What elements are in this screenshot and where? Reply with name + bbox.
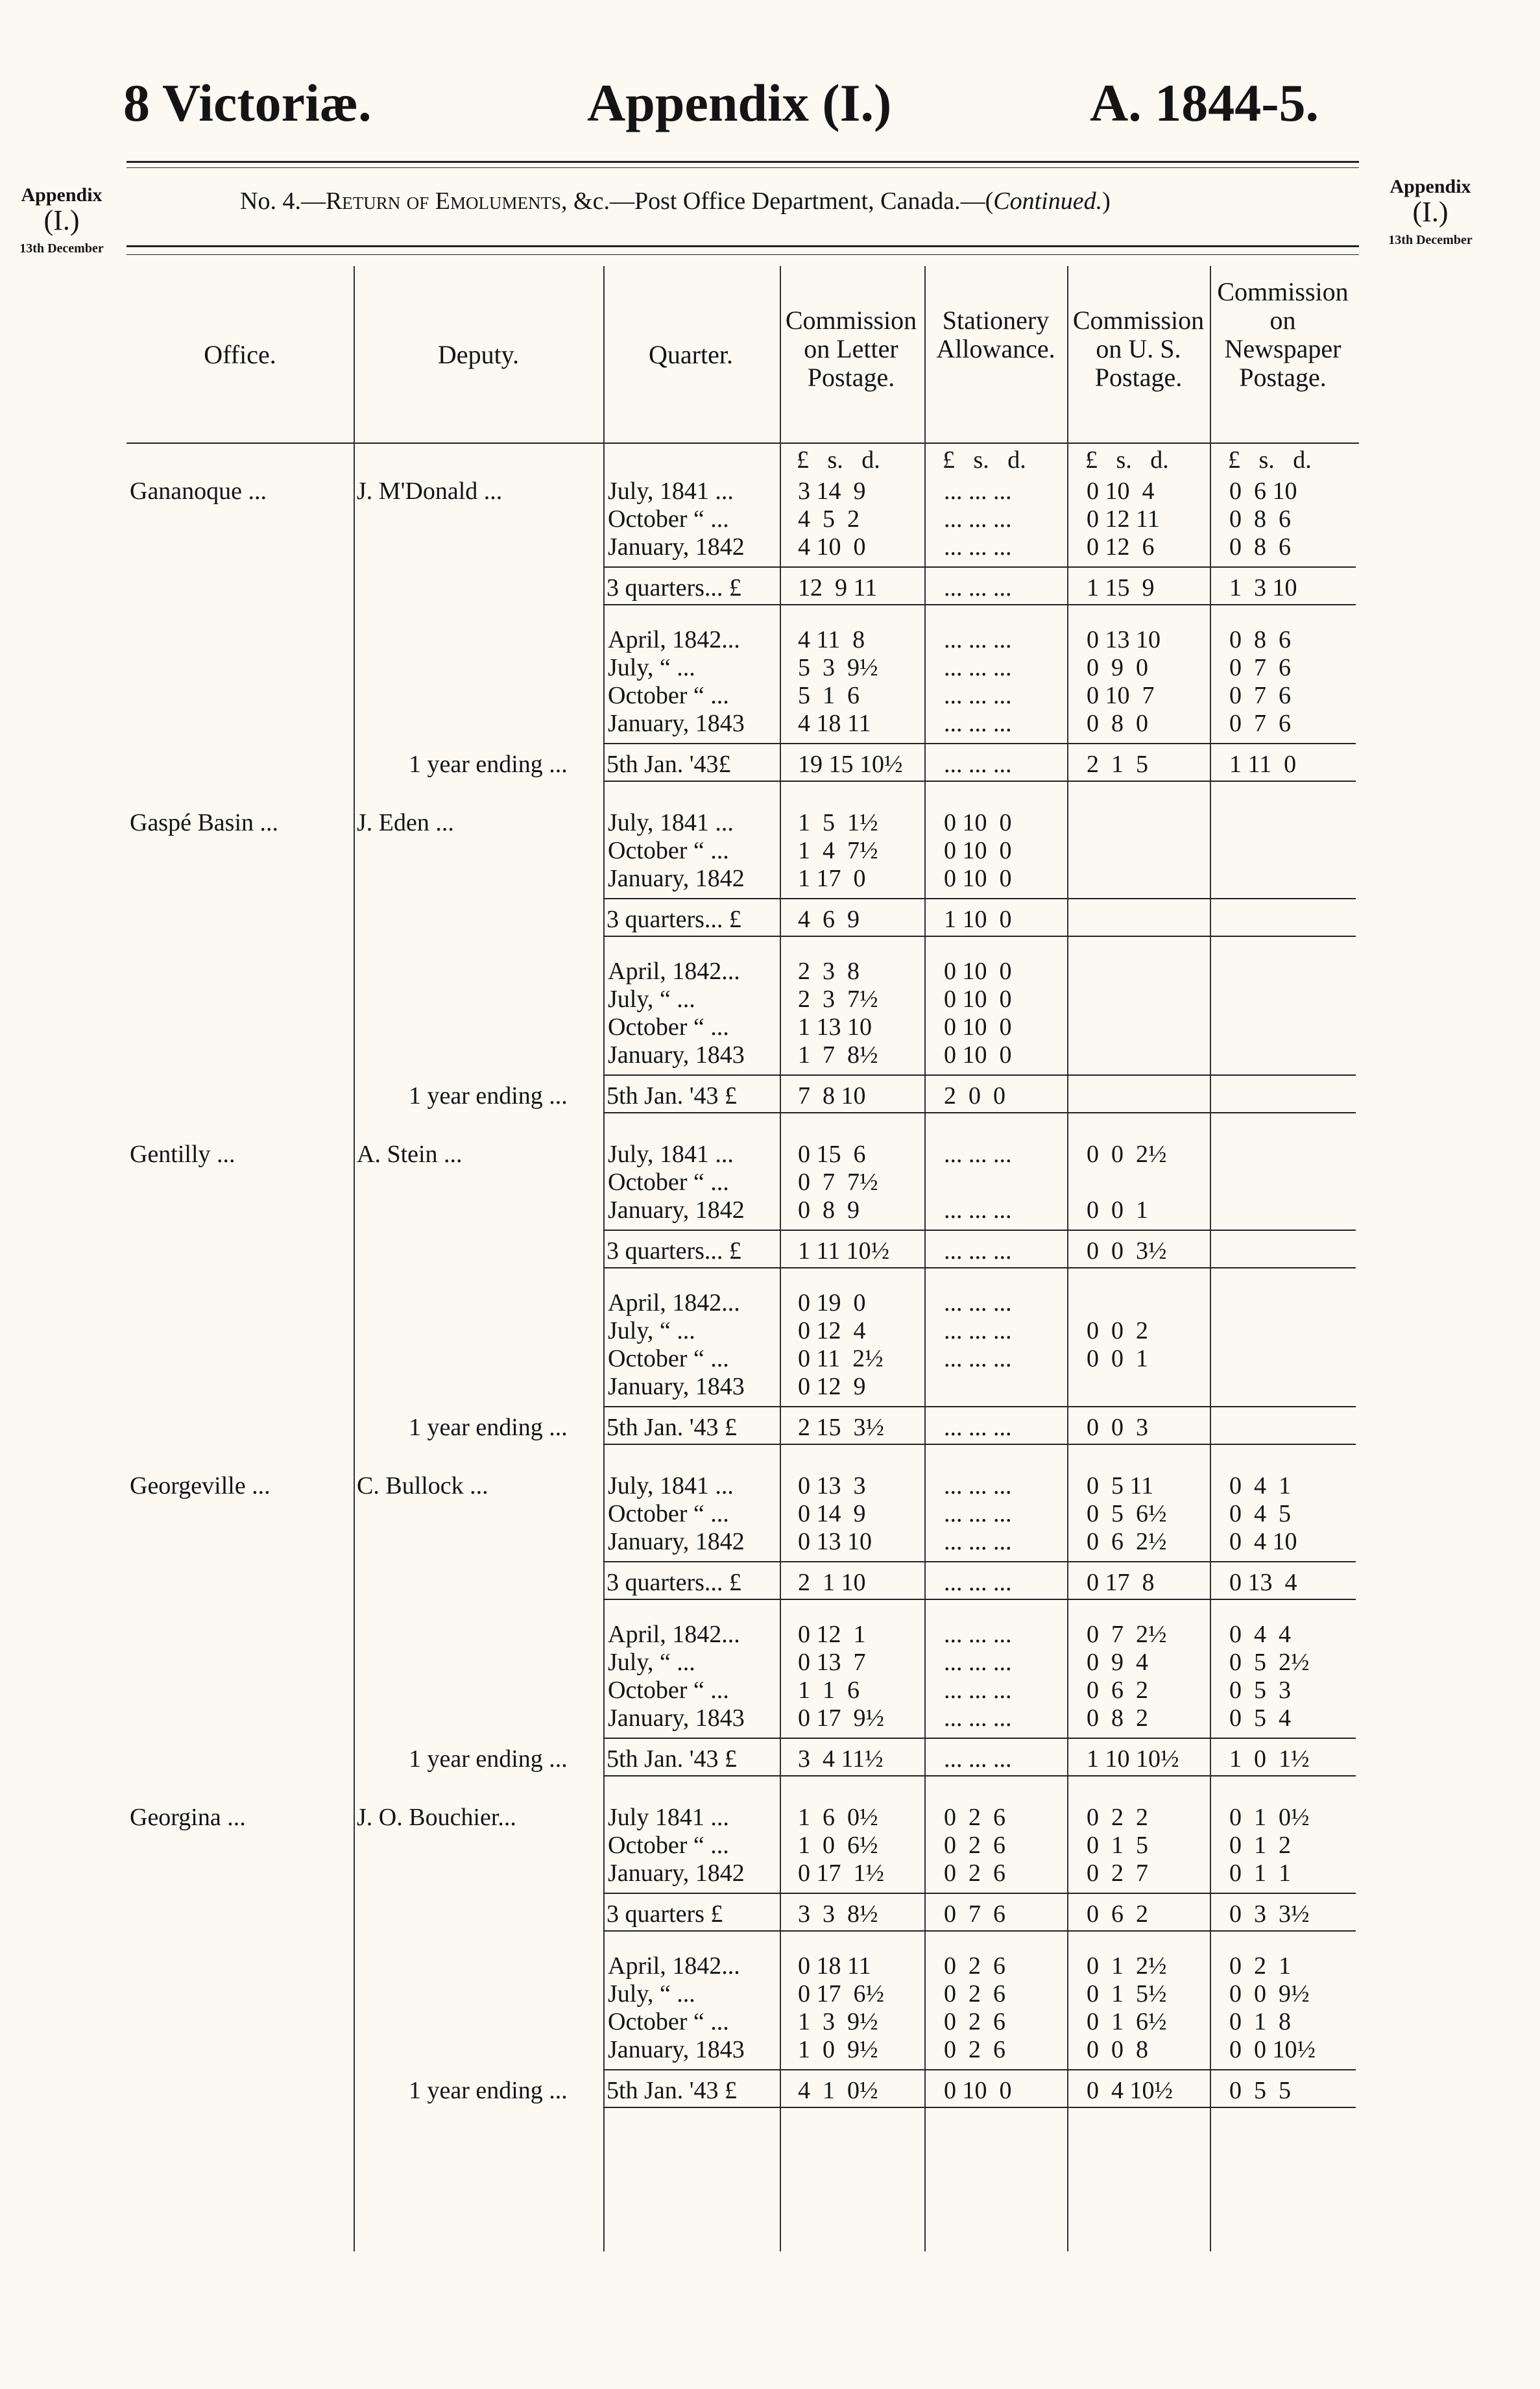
amount-lp: 1 1 6 <box>798 1677 860 1704</box>
col-quarter: Quarter. <box>649 340 733 369</box>
amount-lp: 0 13 7 <box>798 1649 866 1676</box>
amount-np: 0 8 6 <box>1229 533 1291 561</box>
total-np: 1 0 1½ <box>1229 1745 1310 1773</box>
total-us: 0 17 8 <box>1087 1569 1155 1596</box>
total-st: 0 7 6 <box>944 1900 1005 1928</box>
total-st: ... ... ... <box>944 1414 1012 1441</box>
amount-lp: 0 18 11 <box>798 1952 871 1980</box>
total-lp: 3 4 11½ <box>798 1745 884 1773</box>
col-newspaper-postage: Commission on Newspaper Postage. <box>1217 277 1349 392</box>
quarter-label: January, 1842 <box>608 1196 745 1224</box>
amount-st: 0 10 0 <box>944 958 1012 985</box>
quarter-label: July, “ ... <box>608 1317 695 1344</box>
amount-np: 0 7 6 <box>1229 654 1291 681</box>
col-letter-postage: Commission on Letter Postage. <box>785 306 917 392</box>
quarter-label: July, 1841 ... <box>608 1141 734 1168</box>
unit-heading-np: £ s. d. <box>1228 446 1312 474</box>
deputy-name-gasp-basin: J. Eden ... <box>357 809 454 836</box>
total-period: 5th Jan. '43 £ <box>607 1414 738 1441</box>
total-period: 3 quarters... £ <box>607 906 741 933</box>
total-lp: 12 9 11 <box>798 574 878 601</box>
quarter-label: April, 1842... <box>608 626 740 653</box>
amount-us: 0 2 2 <box>1087 1804 1148 1831</box>
amount-us: 0 8 0 <box>1087 710 1148 737</box>
amount-lp: 1 6 0½ <box>798 1804 878 1831</box>
amount-us: 0 1 6½ <box>1087 2008 1167 2035</box>
amount-lp: 2 3 8 <box>798 958 860 985</box>
amount-st: 0 10 0 <box>944 986 1012 1013</box>
total-period: 5th Jan. '43 £ <box>607 1082 738 1110</box>
amount-np: 0 5 2½ <box>1229 1649 1310 1676</box>
total-period: 3 quarters... £ <box>607 574 741 601</box>
amount-lp: 4 10 0 <box>798 533 866 561</box>
amount-st: 0 2 6 <box>944 2008 1005 2035</box>
amount-lp: 0 8 9 <box>798 1196 860 1224</box>
header-appendix: Appendix (I.) <box>587 73 892 132</box>
amount-np: 0 6 10 <box>1229 478 1297 505</box>
quarter-label: July 1841 ... <box>608 1804 729 1831</box>
amount-st: ... ... ... <box>944 533 1012 561</box>
amount-lp: 1 0 9½ <box>798 2036 878 2063</box>
amount-st: ... ... ... <box>944 1621 1012 1648</box>
quarter-label: July, 1841 ... <box>608 478 734 505</box>
amount-us: 0 1 2½ <box>1087 1952 1167 1980</box>
amount-us: 0 6 2 <box>1087 1677 1148 1704</box>
unit-heading-us: £ s. d. <box>1085 446 1169 474</box>
total-label: 1 year ending ... <box>409 751 568 778</box>
amount-us: 0 0 2½ <box>1087 1141 1167 1168</box>
amount-us: 0 0 1 <box>1087 1345 1148 1372</box>
amount-lp: 5 1 6 <box>798 682 860 709</box>
unit-heading-st: £ s. d. <box>943 446 1026 474</box>
amount-np: 0 1 8 <box>1229 2008 1291 2035</box>
quarter-label: October “ ... <box>608 1832 729 1859</box>
amount-lp: 3 14 9 <box>798 478 866 505</box>
deputy-name-georgeville: C. Bullock ... <box>357 1472 488 1499</box>
total-np: 0 3 3½ <box>1229 1900 1310 1928</box>
quarter-label: April, 1842... <box>608 1621 740 1648</box>
total-us: 1 10 10½ <box>1087 1745 1179 1773</box>
amount-st: ... ... ... <box>944 682 1012 709</box>
amount-st: ... ... ... <box>944 1289 1012 1316</box>
amount-st: ... ... ... <box>944 1472 1012 1499</box>
amount-np: 0 4 5 <box>1229 1500 1291 1527</box>
amount-lp: 0 7 7½ <box>798 1169 878 1196</box>
amount-st: 0 2 6 <box>944 1832 1005 1859</box>
amount-st: ... ... ... <box>944 1704 1012 1732</box>
amount-np: 0 7 6 <box>1229 682 1291 709</box>
amount-st: 0 2 6 <box>944 1980 1005 2007</box>
amount-us: 0 6 2½ <box>1087 1528 1167 1555</box>
amount-us: 0 5 11 <box>1087 1472 1154 1499</box>
amount-st: ... ... ... <box>944 478 1012 505</box>
quarter-label: October “ ... <box>608 1013 729 1041</box>
quarter-label: January, 1842 <box>608 533 745 561</box>
amount-us: 0 13 10 <box>1087 626 1161 653</box>
quarter-label: April, 1842... <box>608 1952 740 1980</box>
quarter-label: October “ ... <box>608 1677 729 1704</box>
amount-lp: 2 3 7½ <box>798 986 878 1013</box>
amount-lp: 1 0 6½ <box>798 1832 878 1859</box>
amount-lp: 1 4 7½ <box>798 837 878 864</box>
total-period: 3 quarters £ <box>607 1900 723 1928</box>
quarter-label: April, 1842... <box>608 958 740 985</box>
total-st: 0 10 0 <box>944 2077 1012 2104</box>
amount-np: 0 1 2 <box>1229 1832 1291 1859</box>
total-st: ... ... ... <box>944 1569 1012 1596</box>
total-us: 0 0 3 <box>1087 1414 1148 1441</box>
col-deputy: Deputy. <box>437 340 520 369</box>
total-np: 0 5 5 <box>1229 2077 1291 2104</box>
header-session: 8 Victoriæ. <box>123 73 372 132</box>
amount-np: 0 4 10 <box>1229 1528 1297 1555</box>
amount-lp: 1 17 0 <box>798 865 866 892</box>
total-lp: 4 1 0½ <box>798 2077 878 2104</box>
quarter-label: July, “ ... <box>608 1649 695 1676</box>
amount-st: 0 2 6 <box>944 1952 1005 1980</box>
total-lp: 7 8 10 <box>798 1082 866 1110</box>
amount-lp: 0 17 6½ <box>798 1980 884 2007</box>
unit-heading-lp: £ s. d. <box>797 446 880 474</box>
amount-lp: 0 17 1½ <box>798 1860 884 1887</box>
total-np: 1 3 10 <box>1229 574 1297 601</box>
amount-np: 0 1 1 <box>1229 1860 1291 1887</box>
total-lp: 3 3 8½ <box>798 1900 878 1928</box>
amount-np: 0 0 10½ <box>1229 2036 1316 2063</box>
amount-st: ... ... ... <box>944 1317 1012 1344</box>
amount-st: ... ... ... <box>944 626 1012 653</box>
quarter-label: January, 1842 <box>608 1860 745 1887</box>
total-period: 3 quarters... £ <box>607 1569 741 1596</box>
amount-us: 0 0 1 <box>1087 1196 1148 1224</box>
deputy-name-gentilly: A. Stein ... <box>357 1141 463 1168</box>
amount-np: 0 1 0½ <box>1229 1804 1310 1831</box>
amount-np: 0 5 3 <box>1229 1677 1291 1704</box>
total-lp: 2 15 3½ <box>798 1414 884 1441</box>
total-label: 1 year ending ... <box>409 1745 568 1773</box>
amount-us: 0 12 11 <box>1087 505 1160 533</box>
quarter-label: January, 1843 <box>608 2036 745 2063</box>
header-year: A. 1844-5. <box>1090 73 1319 132</box>
table-title: No. 4.—Return of Emoluments, &c.—Post Office Department, Canada.—(Continued.) <box>240 188 1111 215</box>
total-label: 1 year ending ... <box>409 1414 568 1441</box>
amount-lp: 5 3 9½ <box>798 654 878 681</box>
amount-lp: 1 7 8½ <box>798 1041 878 1069</box>
amount-np: 0 8 6 <box>1229 626 1291 653</box>
quarter-label: October “ ... <box>608 1345 729 1372</box>
total-st: 1 10 0 <box>944 906 1012 933</box>
amount-np: 0 8 6 <box>1229 505 1291 533</box>
amount-us: 0 0 2 <box>1087 1317 1148 1344</box>
office-name-georgina: Georgina ... <box>130 1804 246 1831</box>
amount-np: 0 2 1 <box>1229 1952 1291 1980</box>
amount-us: 0 0 8 <box>1087 2036 1148 2063</box>
amount-us: 0 9 4 <box>1087 1649 1148 1676</box>
quarter-label: October “ ... <box>608 2008 729 2035</box>
amount-us: 0 8 2 <box>1087 1704 1148 1732</box>
quarter-label: July, “ ... <box>608 986 695 1013</box>
total-st: ... ... ... <box>944 574 1012 601</box>
total-us: 0 4 10½ <box>1087 2077 1173 2104</box>
total-us: 2 1 5 <box>1087 751 1148 778</box>
amount-us: 0 1 5½ <box>1087 1980 1167 2007</box>
amount-lp: 0 15 6 <box>798 1141 866 1168</box>
quarter-label: October “ ... <box>608 837 729 864</box>
total-st: ... ... ... <box>944 1745 1012 1773</box>
amount-lp: 0 13 3 <box>798 1472 866 1499</box>
quarter-label: January, 1843 <box>608 1041 745 1069</box>
total-us: 0 0 3½ <box>1087 1237 1167 1265</box>
quarter-label: April, 1842... <box>608 1289 740 1316</box>
amount-us: 0 10 7 <box>1087 682 1155 709</box>
total-period: 3 quarters... £ <box>607 1237 741 1265</box>
col-stationery: Stationery Allowance. <box>936 306 1055 363</box>
total-label: 1 year ending ... <box>409 2077 568 2104</box>
total-st: 2 0 0 <box>944 1082 1005 1110</box>
total-lp: 4 6 9 <box>798 906 860 933</box>
amount-st: 0 2 6 <box>944 1860 1005 1887</box>
amount-np: 0 7 6 <box>1229 710 1291 737</box>
total-lp: 1 11 10½ <box>798 1237 890 1265</box>
total-np: 1 11 0 <box>1229 751 1297 778</box>
office-name-gananoque: Gananoque ... <box>130 478 267 505</box>
quarter-label: January, 1843 <box>608 710 745 737</box>
amount-lp: 0 12 4 <box>798 1317 866 1344</box>
total-period: 5th Jan. '43 £ <box>607 1745 738 1773</box>
amount-st: ... ... ... <box>944 1677 1012 1704</box>
amount-st: ... ... ... <box>944 654 1012 681</box>
office-name-gasp-basin: Gaspé Basin ... <box>130 809 279 836</box>
amount-st: 0 2 6 <box>944 2036 1005 2063</box>
amount-us: 0 2 7 <box>1087 1860 1148 1887</box>
amount-st: ... ... ... <box>944 710 1012 737</box>
amount-lp: 0 12 9 <box>798 1373 866 1400</box>
side-note-right: Appendix (I.) 13th December <box>1388 176 1473 247</box>
amount-us: 0 10 4 <box>1087 478 1155 505</box>
amount-st: 0 10 0 <box>944 809 1012 836</box>
quarter-label: October “ ... <box>608 682 729 709</box>
amount-st: 0 2 6 <box>944 1804 1005 1831</box>
amount-st: 0 10 0 <box>944 837 1012 864</box>
quarter-label: July, 1841 ... <box>608 809 734 836</box>
total-lp: 2 1 10 <box>798 1569 866 1596</box>
amount-lp: 4 18 11 <box>798 710 871 737</box>
amount-lp: 1 13 10 <box>798 1013 872 1041</box>
deputy-name-georgina: J. O. Bouchier... <box>357 1804 516 1831</box>
amount-lp: 0 11 2½ <box>798 1345 884 1372</box>
total-us: 0 6 2 <box>1087 1900 1148 1928</box>
quarter-label: October “ ... <box>608 1169 729 1196</box>
amount-np: 0 0 9½ <box>1229 1980 1310 2007</box>
office-name-gentilly: Gentilly ... <box>130 1141 235 1168</box>
quarter-label: July, “ ... <box>608 1980 695 2007</box>
quarter-label: January, 1842 <box>608 1528 745 1555</box>
col-office: Office. <box>204 340 276 369</box>
amount-np: 0 4 4 <box>1229 1621 1291 1648</box>
amount-st: 0 10 0 <box>944 865 1012 892</box>
total-st: ... ... ... <box>944 751 1012 778</box>
quarter-label: January, 1843 <box>608 1373 745 1400</box>
quarter-label: October “ ... <box>608 505 729 533</box>
quarter-label: July, 1841 ... <box>608 1472 734 1499</box>
amount-lp: 0 19 0 <box>798 1289 866 1316</box>
amount-st: ... ... ... <box>944 1141 1012 1168</box>
amount-lp: 0 17 9½ <box>798 1704 884 1732</box>
amount-st: 0 10 0 <box>944 1013 1012 1041</box>
total-label: 1 year ending ... <box>409 1082 568 1110</box>
amount-st: ... ... ... <box>944 1196 1012 1224</box>
quarter-label: July, “ ... <box>608 654 695 681</box>
amount-lp: 1 3 9½ <box>798 2008 878 2035</box>
office-name-georgeville: Georgeville ... <box>130 1472 271 1499</box>
amount-lp: 0 13 10 <box>798 1528 872 1555</box>
amount-st: 0 10 0 <box>944 1041 1012 1069</box>
amount-lp: 0 12 1 <box>798 1621 866 1648</box>
total-st: ... ... ... <box>944 1237 1012 1265</box>
col-us-postage: Commission on U. S. Postage. <box>1072 306 1205 392</box>
side-note-left: Appendix (I.) 13th December <box>19 184 104 256</box>
amount-st: ... ... ... <box>944 1345 1012 1372</box>
amount-us: 0 9 0 <box>1087 654 1148 681</box>
amount-us: 0 1 5 <box>1087 1832 1148 1859</box>
amount-lp: 4 5 2 <box>798 505 860 533</box>
quarter-label: January, 1842 <box>608 865 745 892</box>
amount-st: ... ... ... <box>944 1500 1012 1527</box>
amount-us: 0 7 2½ <box>1087 1621 1167 1648</box>
amount-lp: 0 14 9 <box>798 1500 866 1527</box>
quarter-label: October “ ... <box>608 1500 729 1527</box>
amount-us: 0 12 6 <box>1087 533 1155 561</box>
quarter-label: January, 1843 <box>608 1704 745 1732</box>
amount-lp: 1 5 1½ <box>798 809 878 836</box>
total-np: 0 13 4 <box>1229 1569 1297 1596</box>
amount-st: ... ... ... <box>944 505 1012 533</box>
total-period: 5th Jan. '43£ <box>607 751 731 778</box>
amount-us: 0 5 6½ <box>1087 1500 1167 1527</box>
amount-st: ... ... ... <box>944 1649 1012 1676</box>
amount-lp: 4 11 8 <box>798 626 865 653</box>
total-us: 1 15 9 <box>1087 574 1155 601</box>
total-lp: 19 15 10½ <box>798 751 903 778</box>
amount-np: 0 4 1 <box>1229 1472 1291 1499</box>
amount-st: ... ... ... <box>944 1528 1012 1555</box>
amount-np: 0 5 4 <box>1229 1704 1291 1732</box>
deputy-name-gananoque: J. M'Donald ... <box>357 478 503 505</box>
total-period: 5th Jan. '43 £ <box>607 2077 738 2104</box>
